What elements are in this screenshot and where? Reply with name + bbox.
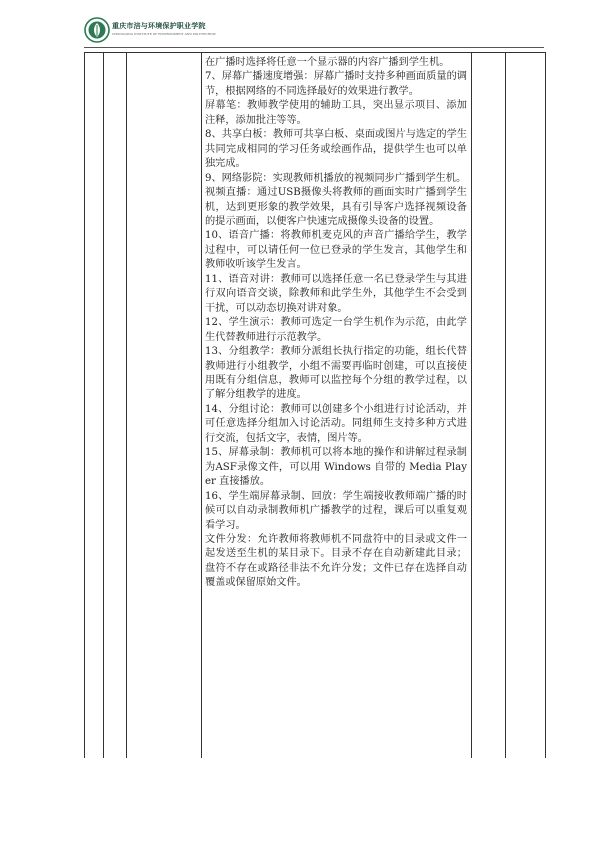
org-name: 重庆市涪与环境保护职业学院: [112, 21, 206, 30]
spec-paragraph: 9、网络影院：实现教师机播放的视频同步广播到学生机。: [205, 172, 467, 184]
spec-paragraph: 16、学生端屏幕录制、回放：学生端接收教师端广播的时候可以自动录制教师机广播教学的过程，课后可以重复观看学习。: [205, 490, 467, 531]
spec-paragraph: 15、屏幕录制：教师机可以将本地的操作和讲解过程录制为ASF录像文件，可以用 Windows 自带的 Media Player 直接播放。: [205, 447, 467, 488]
column-divider: [126, 53, 127, 758]
page-header: [84, 17, 514, 47]
college-logo-icon: [84, 17, 110, 43]
column-divider: [505, 53, 506, 758]
spec-paragraph: 14、分组讨论：教师可以创建多个小组进行讨论活动，并可任意选择分组加入讨论活动。同组师生支持多种方式进行交流，包括文字，表情，图片等。: [205, 403, 467, 444]
spec-paragraph: 7、屏幕广播速度增强：屏幕广播时支持多种画面质量的调节，根据网络的不同选择最好的效果进行教学。: [205, 71, 467, 97]
spec-paragraph: 视频直播：通过USB摄像头将教师的画面实时广播到学生机，达到更形象的教学效果，具有引导客户选择视频设备的提示画面，以便客户快速完成摄像头设备的设置。: [205, 187, 467, 227]
spec-paragraph: 13、分组教学：教师分派组长执行指定的功能，组长代替教师进行小组教学，小组不需要再临时创建，可以直接使用既有分组信息，教师可以监控每个分组的教学过程，以了解分组教学的进度。: [205, 346, 467, 401]
spec-description-cell: [205, 56, 467, 591]
header-divider: [84, 47, 544, 48]
spec-paragraph: 8、共享白板：教师可共享白板、桌面或图片与选定的学生共同完成相同的学习任务或绘画作品，提供学生也可以单独完成。: [205, 129, 467, 170]
spec-paragraph: 在广播时选择将任意一个显示器的内容广播到学生机。: [205, 57, 450, 68]
spec-paragraph: 11、语音对讲：教师可以选择任意一名已登录学生与其进行双向语音交谈，除教师和此学生外，其他学生不会受到干扰，可以动态切换对讲对象。: [205, 273, 467, 314]
column-divider: [103, 53, 104, 758]
column-divider: [201, 53, 202, 758]
spec-paragraph: 10、语音广播：将教师机麦克风的声音广播给学生，教学过程中，可以请任何一位已登录的学生发言，其他学生和教师收听该学生发言。: [205, 230, 467, 271]
spec-table: [84, 52, 546, 758]
column-divider: [471, 53, 472, 758]
spec-paragraph: 12、学生演示：教师可选定一台学生机作为示范，由此学生代替教师进行示范教学。: [205, 317, 467, 343]
spec-paragraph: 屏幕笔：教师教学使用的辅助工具，突出显示项目、添加注释，添加批注等等。: [205, 100, 467, 126]
spec-paragraph: 文件分发：允许教师将教师机不同盘符中的目录或文件一起发送至生机的某目录下。目录不存在自动新建此目录；盘符不存在或路径非法不允许分发；文件已存在选择自动覆盖或保留原始文件。: [205, 533, 467, 589]
org-subtitle: CHONGQING INSTITUTE OF ENVIRONMENT AND POLYTECHNIC: [112, 32, 217, 36]
